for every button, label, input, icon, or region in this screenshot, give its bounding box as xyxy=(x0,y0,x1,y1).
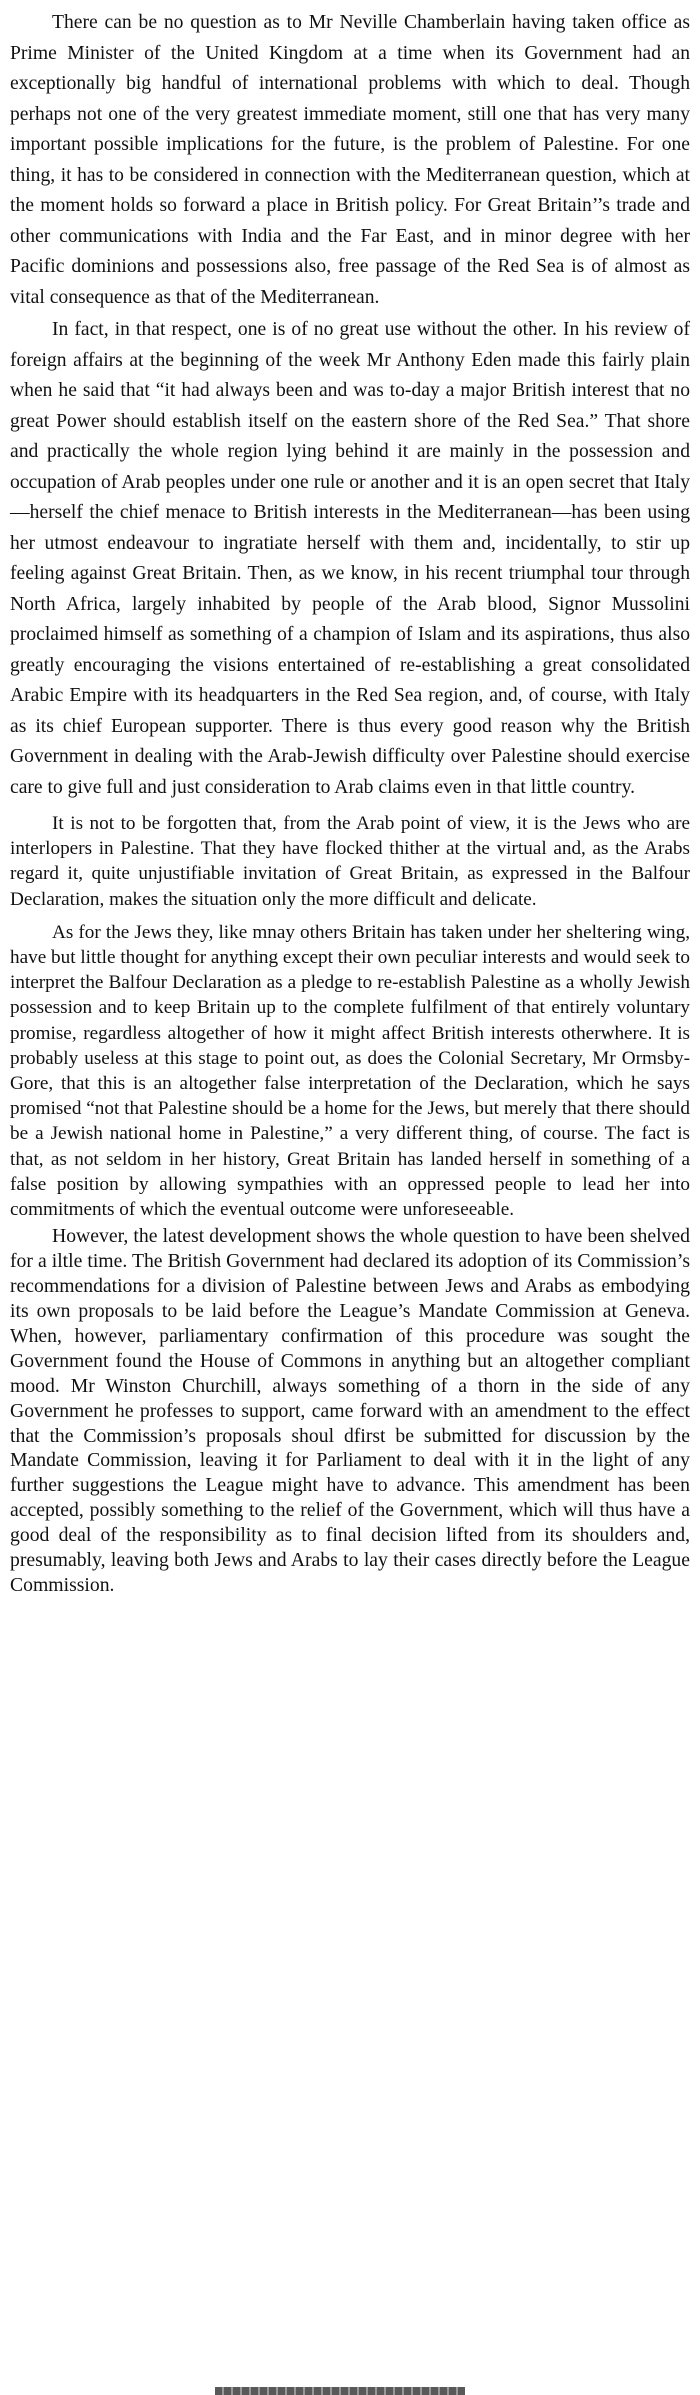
article-paragraph: In fact, in that respect, one is of no great use without the other. In his review of foreign affairs at the beginning of the week Mr Anthony Eden made this fairly plain when he said that “it had always been and was to-day a major British interest that no great Power should establish itself on the eastern shore of the Red Sea.” That shore and practically the whole region lying behind it are mainly in the possession and occupation of Arab peoples under one rule or another and it is an open secret that Italy—herself the chief menace to British interests in the Mediterranean—has been using her utmost endeavour to ingratiate herself with them and, incidentally, to stir up feeling against Great Britain. Then, as we know, in his recent triumphal tour through North Africa, largely inhabited by people of the Arab blood, Signor Mussolini proclaimed himself as something of a champion of Islam and its aspirations, thus also greatly encouraging the visions entertained of re-establishing a great consolidated Arabic Empire with its headquarters in the Red Sea region, and, of course, with Italy as its chief European supporter. There is thus every good reason why the British Government in dealing with the Arab-Jewish difficulty over Palestine should exercise care to give full and just consideration to Arab claims even in that little country. xyxy=(10,319,690,798)
article-section-dense xyxy=(10,1224,690,1598)
article-paragraph: However, the latest development shows the whole question to have been shelved for a iltle time. The British Government had declared its adoption of its Commission’s recommendations for a division of Palestine between Jews and Arabs as embodying its own proposals to be laid before the League’s Mandate Commission at Geneva. When, however, parliamentary confirmation of this procedure was sought the Government found the House of Commons in anything but an altogether compliant mood. Mr Winston Churchill, always something of a thorn in the side of any Government he professes to support, came forward with an amendment to the effect that the Commission’s proposals shoul dfirst be submitted for discussion by the Mandate Commission, leaving it for Parliament to deal with it in the light of any further suggestions the League might have to advance. This amendment has been accepted, possibly something to the relief of the Government, which will thus have a good deal of the responsibility as to final decision lifted from its shoulders and, presumably, leaving both Jews and Arabs to lay their cases directly before the League Commission. xyxy=(10,1225,690,1596)
article-paragraph: It is not to be forgotten that, from the Arab point of view, it is the Jews who are interlopers in Palestine. That they have flocked thither at the virtual and, as the Arabs regard it, quite unjustifiable invitation of Great Britain, as expressed in the Balfour Declaration, makes the situation only the more difficult and delicate. xyxy=(10,813,690,910)
article-section-wide xyxy=(10,8,690,803)
article-paragraph: As for the Jews they, like mnay others Britain has taken under her sheltering wing, have but little thought for anything except their own peculiar interests and would seek to interpret the Balfour Declaration as a pledge to re-establish Palestine as a wholly Jewish possession and to keep Britain up to the complete fulfilment of that entirely voluntary promise, regardless altogether of how it might affect British interests otherwhere. It is probably useless at this stage to point out, as does the Colonial Secretary, Mr Ormsby-Gore, that this is an altogether false interpretation of the Declaration, which he says promised “not that Palestine should be a home for the Jews, but merely that there should be a Jewish national home in Palestine,” a very different thing, of course. The fact is that, as not seldom in her history, Great Britain has landed herself in something of a false position by allowing sympathies with an oppressed people to lead her into commitments of which the eventual outcome were unforeseeable. xyxy=(10,921,690,1221)
article-paragraph: There can be no question as to Mr Neville Chamberlain having taken office as Prime Minister of the United Kingdom at a time when its Government had an exceptionally big handful of international problems with which to deal. Though perhaps not one of the very greatest immediate moment, still one that has very many important possible implications for the future, is the problem of Palestine. For one thing, it has to be considered in connection with the Mediterranean question, which at the moment holds so forward a place in British policy. For Great Britain’’s trade and other communications with India and the Far East, and in minor degree with her Pacific dominions and possessions also, free passage of the Red Sea is of almost as vital consequence as that of the Mediterranean. xyxy=(10,12,690,308)
footer-rule xyxy=(215,2387,465,2395)
article-column xyxy=(10,8,690,1598)
article-section-mid xyxy=(10,811,690,1222)
